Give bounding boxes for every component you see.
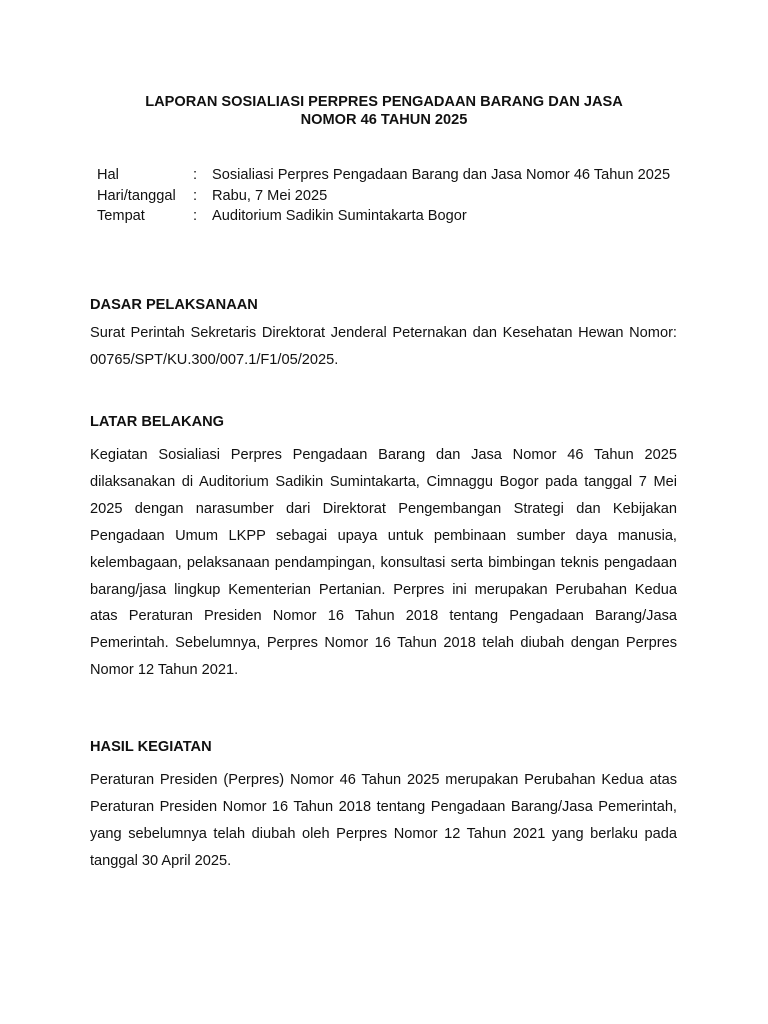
meta-table (97, 165, 677, 227)
meta-label-hari-tanggal: Hari/tanggal (97, 187, 176, 204)
meta-separator: : (193, 167, 198, 183)
meta-separator: : (193, 187, 198, 204)
meta-label-hal: Hal (97, 167, 119, 183)
title-line-2: NOMOR 46 TAHUN 2025 (300, 112, 468, 128)
section-heading-dasar-pelaksanaan: DASAR PELAKSANAAN (90, 297, 258, 313)
section-body-hasil-kegiatan: Peraturan Presiden (Perpres) Nomor 46 Tahun 2025 merupakan Perubahan Kedua atas Peraturan Presiden Nomor 16 Tahun 2018 tentang Pengadaan Barang/Jasa Pemerintah, yang sebelumnya telah diubah oleh Perpres Nomor 12 Tahun 2021 yang berlaku pada tanggal 30 April 2025. (90, 772, 677, 869)
meta-value-tempat: Auditorium Sadikin Sumintakarta Bogor (212, 208, 467, 224)
meta-row-tempat (97, 206, 677, 227)
meta-separator: : (193, 208, 198, 224)
meta-value-hal: Sosialiasi Perpres Pengadaan Barang dan Jasa Nomor 46 Tahun 2025 (212, 167, 671, 183)
meta-label-tempat: Tempat (97, 208, 145, 224)
meta-row-hari-tanggal (97, 186, 677, 207)
meta-row-hal (97, 165, 677, 186)
title-line-1: LAPORAN SOSIALIASI PERPRES PENGADAAN BARANG DAN JASA (145, 94, 623, 110)
meta-value-hari-tanggal: Rabu, 7 Mei 2025 (212, 187, 328, 204)
section-heading-hasil-kegiatan: HASIL KEGIATAN (90, 739, 212, 755)
section-heading-latar-belakang: LATAR BELAKANG (90, 414, 225, 430)
section-body-latar-belakang: Kegiatan Sosialiasi Perpres Pengadaan Barang dan Jasa Nomor 46 Tahun 2025 dilaksanakan di Auditorium Sadikin Sumintakarta, Cimnaggu Bogor pada tanggal 7 Mei 2025 dengan narasumber dari Direktorat Pengembangan Strategi dan Kebijakan Pengadaan Umum LKPP sebagai upaya untuk pembinaan sumber daya manusia, kelembagaan, pelaksanaan pendampingan, konsultasi serta bimbingan teknis pengadaan barang/jasa lingkup Kementerian Pertanian. Perpres ini merupakan Perubahan Kedua atas Peraturan Presiden Nomor 16 Tahun 2018 tentang Pengadaan Barang/Jasa Pemerintah. Sebelumnya, Perpres Nomor 16 Tahun 2018 telah diubah dengan Perpres Nomor 12 Tahun 2021. (90, 447, 677, 679)
section-body-dasar-pelaksanaan: Surat Perintah Sekretaris Direktorat Jenderal Peternakan dan Kesehatan Hewan Nomor: 00765/SPT/KU.300/007.1/F1/05/2025. (90, 325, 677, 368)
document-title (0, 93, 768, 129)
